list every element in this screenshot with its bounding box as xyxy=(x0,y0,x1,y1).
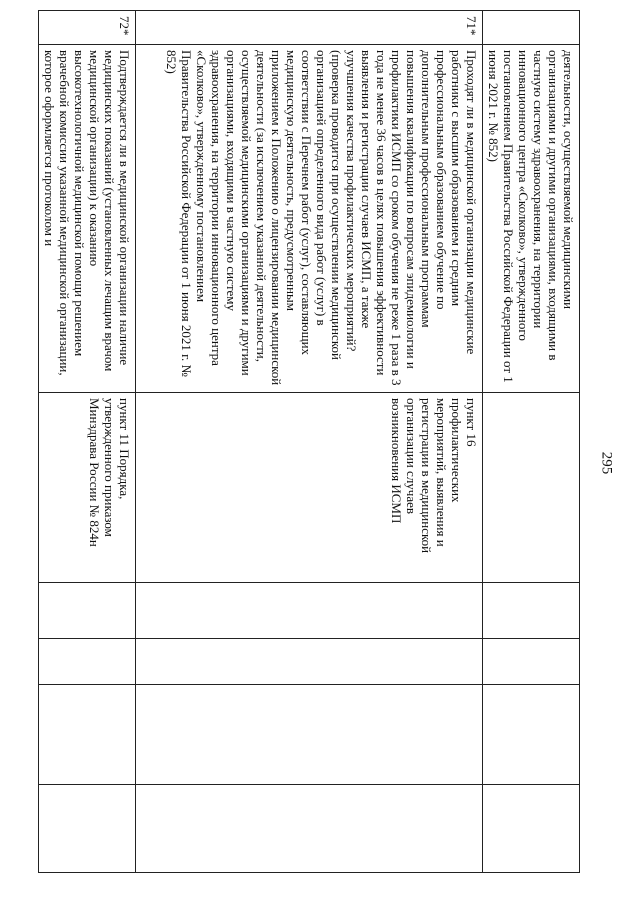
answer-na-cell[interactable] xyxy=(136,685,483,785)
note-cell[interactable] xyxy=(39,785,136,873)
reference-item: пункт 11 Порядка, утвержденного приказом Минздрава России № 824н xyxy=(87,398,132,547)
row-reference xyxy=(39,393,136,583)
row-number xyxy=(483,11,580,45)
checklist-table xyxy=(38,10,580,873)
row-reference xyxy=(483,393,580,583)
table-row xyxy=(39,11,136,873)
answer-no-cell[interactable] xyxy=(483,639,580,685)
answer-yes-cell[interactable] xyxy=(136,583,483,639)
table-row xyxy=(136,11,483,873)
row-reference xyxy=(136,393,483,583)
row-question: Проходят ли в медицинской организации медицинские работники с высшим образованием и средним профессиональным образованием обучение по дополнительным профессиональным программам повышения квалификации по вопросам эпидемиологии и профилактики ИСМП со сроком обучения не реже 1 раза в 3 года не менее 36 часов в целях повышения эффективности выявления и регистрации случаев ИСМП, а также улучшения качества профилактических мероприятий? (проверка проводится при осуществлении медицинской организацией определенного вида работ (услуг) в соответствии с Перечнем работ (услуг), составляющих медицинскую деятельность, предусмотренным приложением к Положению о лицензировании медицинской деятельности (за исключением указанной деятельности, осуществляемой медицинскими организациями и другими организациями, входящими в частную систему здравоохранения, на территории инновационного центра «Сколково», утвержденному постановлением Правительства Российской Федерации от 1 июня 2021 г. № 852) xyxy=(136,45,483,393)
reference-item: пункт 16 xyxy=(464,398,479,447)
row-question: деятельности, осуществляемой медицинскими организациями и другими организациями, входящими в частную систему здравоохранения, на территории инновационного центра «Сколково», утвержденного постановлением Правительства Российской Федерации от 1 июня 2021 г. № 852) xyxy=(483,45,580,393)
answer-yes-cell[interactable] xyxy=(483,583,580,639)
answer-yes-cell[interactable] xyxy=(39,583,136,639)
answer-na-cell[interactable] xyxy=(39,685,136,785)
reference-text: профилактических мероприятий, выявления и регистрации в медицинской организации случаев возникновения ИСМП xyxy=(389,398,464,554)
row-question: Подтверждается ли в медицинской организации наличие медицинских показаний (установленных лечащим врачом медицинской организации) к оказанию высокотехнологичной медицинской помощи решением врачебной комиссии указанной медицинской организации, которое оформляется протоколом и xyxy=(39,45,136,393)
row-number: 72* xyxy=(39,11,136,45)
note-cell[interactable] xyxy=(136,785,483,873)
page-number: 295 xyxy=(598,451,615,475)
answer-no-cell[interactable] xyxy=(39,639,136,685)
answer-no-cell[interactable] xyxy=(136,639,483,685)
rotated-table-container xyxy=(8,0,580,905)
answer-na-cell[interactable] xyxy=(483,685,580,785)
note-cell[interactable] xyxy=(483,785,580,873)
row-number: 71* xyxy=(136,11,483,45)
table-row xyxy=(483,11,580,873)
